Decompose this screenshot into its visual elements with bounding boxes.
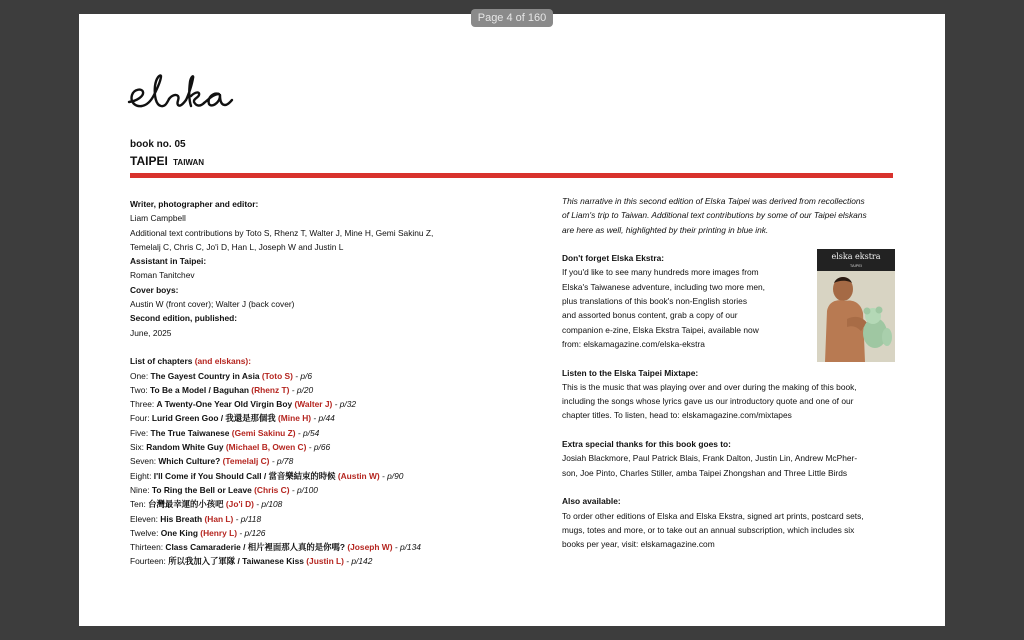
thanks-line: Josiah Blackmore, Paul Patrick Blais, Frank Dalton, Justin Lin, Andrew McPher- bbox=[562, 453, 858, 464]
ekstra-heading: Don't forget Elska Ekstra: bbox=[562, 253, 665, 264]
cover-title: elska ekstra bbox=[831, 252, 881, 261]
chapter-page: - p/54 bbox=[297, 427, 320, 438]
chapter-number: Eight: bbox=[130, 470, 152, 481]
chapter-page: - p/90 bbox=[382, 470, 404, 481]
elska-logo bbox=[125, 74, 285, 114]
chapter-item bbox=[130, 426, 510, 440]
chapter-item bbox=[130, 469, 510, 483]
chapter-number: Nine: bbox=[130, 484, 150, 495]
chapter-title: 台灣最幸運的小孩吧 bbox=[148, 499, 224, 510]
chapter-item bbox=[130, 440, 510, 454]
city-name: TAIPEI bbox=[130, 154, 168, 168]
available-line: mugs, totes and more, or to take out an annual subscription, which includes six bbox=[562, 524, 855, 535]
header-divider bbox=[130, 173, 893, 178]
chapter-page: - p/66 bbox=[308, 442, 331, 453]
chapter-number: Thirteen: bbox=[130, 542, 164, 553]
chapter-page: - p/78 bbox=[271, 456, 294, 467]
mixtape-heading: Listen to the Elska Taipei Mixtape: bbox=[562, 367, 699, 378]
writer-name: Liam Campbell bbox=[130, 213, 186, 224]
chapter-number: Six: bbox=[130, 442, 144, 453]
chapter-title: A Twenty-One Year Old Virgin Boy bbox=[156, 399, 293, 410]
additional-text-2: Temelalj C, Chris C, Jo'i D, Han L, Joseph W and Justin L bbox=[130, 241, 344, 252]
chapter-page: - p/134 bbox=[394, 542, 421, 553]
chapter-title: The Gayest Country in Asia bbox=[150, 370, 260, 381]
chapter-item bbox=[130, 512, 510, 526]
credits-column bbox=[130, 197, 510, 569]
chapter-item bbox=[130, 497, 510, 511]
chapter-elskan: (Toto S) bbox=[261, 370, 293, 381]
ekstra-line: Elska's Taiwanese adventure, including two more men, bbox=[562, 281, 766, 292]
assistant-name: Roman Tanitchev bbox=[130, 270, 195, 281]
ekstra-line: plus translations of this book's non-English stories bbox=[562, 296, 748, 307]
info-column bbox=[562, 194, 892, 551]
chapter-page: - p/142 bbox=[346, 556, 373, 567]
chapter-number: Seven: bbox=[130, 456, 157, 467]
chapter-elskan: (Joseph W) bbox=[347, 542, 393, 553]
chapter-number: Twelve: bbox=[130, 527, 159, 538]
ekstra-line: If you'd like to see many hundreds more images from bbox=[562, 267, 759, 278]
chapter-elskan: (Rhenz T) bbox=[251, 384, 290, 395]
intro-line: of Liam's trip to Taiwan. Additional text contributions by some of our Taipei elskans bbox=[562, 210, 867, 221]
intro-paragraph bbox=[562, 194, 892, 237]
chapter-page: - p/118 bbox=[235, 513, 262, 524]
chapter-title: I'll Come if You Should Call / 當音樂結束的時候 bbox=[153, 470, 336, 481]
available-heading: Also available: bbox=[562, 496, 621, 507]
chapter-number: Three: bbox=[130, 399, 155, 410]
country-name: TAIWAN bbox=[173, 158, 205, 167]
chapter-elskan: (Han L) bbox=[204, 513, 234, 524]
book-city bbox=[130, 154, 204, 168]
edition-label: Second edition, published: bbox=[130, 313, 238, 324]
cover-label: Cover boys: bbox=[130, 284, 179, 295]
book-number: book no. 05 bbox=[130, 139, 186, 150]
chapter-title: The True Taiwanese bbox=[150, 427, 230, 438]
ekstra-line: and assorted bonus content, grab a copy of our bbox=[562, 310, 738, 321]
intro-line: are here as well, highlighted by their printing in blue ink. bbox=[562, 224, 769, 235]
chapter-item bbox=[130, 369, 510, 383]
ekstra-line: companion e-zine, Elska Ekstra Taipei, available now bbox=[562, 324, 759, 335]
chapter-elskan: (Mine H) bbox=[278, 413, 312, 424]
chapter-number: Ten: bbox=[130, 499, 146, 510]
chapter-elskan: (Gemi Sakinu Z) bbox=[231, 427, 296, 438]
thanks-line: son, Joe Pinto, Charles Stiller, amba Taipei Zhongshan and Three Little Birds bbox=[562, 467, 848, 478]
chapter-number: Eleven: bbox=[130, 513, 158, 524]
ekstra-cover-image bbox=[817, 249, 895, 362]
mixtape-line: This is the music that was playing over and over during the making of this book, bbox=[562, 381, 857, 392]
page-indicator: Page 4 of 160 bbox=[471, 9, 553, 27]
document-page bbox=[79, 14, 945, 626]
chapter-item bbox=[130, 483, 510, 497]
chapter-title: 所以我加入了軍隊 / Taiwanese Kiss bbox=[168, 556, 304, 567]
chapter-number: Four: bbox=[130, 413, 150, 424]
chapter-number: Fourteen: bbox=[130, 556, 166, 567]
chapter-item bbox=[130, 554, 510, 568]
cover-photo bbox=[817, 271, 895, 362]
writer-label: Writer, photographer and editor: bbox=[130, 199, 259, 209]
chapter-elskan: (Austin W) bbox=[337, 470, 380, 481]
chapter-title: One King bbox=[160, 527, 198, 538]
chapter-elskan: (Henry L) bbox=[200, 527, 238, 538]
chapter-title: Random White Guy bbox=[146, 442, 224, 453]
available-line: To order other editions of Elska and Elska Ekstra, signed art prints, postcard sets, bbox=[562, 510, 864, 521]
chapter-elskan: (Michael B, Owen C) bbox=[225, 442, 307, 453]
chapters-heading-red: (and elskans): bbox=[194, 356, 252, 367]
chapter-title: Class Camaraderie / 相片裡面那人真的是你嗎? bbox=[165, 542, 346, 553]
chapter-page: - p/6 bbox=[295, 370, 312, 381]
chapter-elskan: (Justin L) bbox=[306, 556, 344, 567]
chapter-elskan: (Walter J) bbox=[294, 399, 333, 410]
chapter-page: - p/32 bbox=[334, 399, 357, 410]
chapter-elskan: (Temelalj C) bbox=[222, 456, 270, 467]
chapters-heading bbox=[130, 354, 510, 368]
chapter-elskan: (Jo'i D) bbox=[225, 499, 254, 510]
ekstra-line: from: elskamagazine.com/elska-ekstra bbox=[562, 338, 705, 349]
chapter-elskan: (Chris C) bbox=[254, 484, 290, 495]
assistant-label: Assistant in Taipei: bbox=[130, 256, 207, 267]
chapter-title: To Ring the Bell or Leave bbox=[151, 484, 252, 495]
chapter-number: Five: bbox=[130, 427, 149, 438]
cover-subtitle: TAIPEI bbox=[849, 263, 863, 268]
chapter-item bbox=[130, 397, 510, 411]
chapter-page: - p/20 bbox=[291, 384, 314, 395]
chapter-page: - p/100 bbox=[291, 484, 318, 495]
available-line: books per year, visit: elskamagazine.com bbox=[562, 539, 715, 550]
chapter-page: - p/108 bbox=[256, 499, 283, 510]
edition-date: June, 2025 bbox=[130, 327, 172, 338]
chapter-title: His Breath bbox=[160, 513, 203, 524]
chapter-title: To Be a Model / Baguhan bbox=[150, 384, 249, 395]
chapter-title: Lurid Green Goo / 我還是那個我 bbox=[151, 413, 276, 424]
chapter-item bbox=[130, 454, 510, 468]
chapter-item bbox=[130, 526, 510, 540]
chapter-number: Two: bbox=[130, 384, 148, 395]
mixtape-line: including the songs whose lyrics gave us our introductory quote and one of our bbox=[562, 396, 854, 407]
additional-text-1: Additional text contributions by Toto S, Rhenz T, Walter J, Mine H, Gemi Sakinu Z, bbox=[130, 227, 434, 238]
chapter-item bbox=[130, 411, 510, 425]
chapter-page: - p/44 bbox=[313, 413, 335, 424]
mixtape-line: chapter titles. To listen, head to: elskamagazine.com/mixtapes bbox=[562, 410, 792, 421]
cover-names: Austin W (front cover); Walter J (back cover) bbox=[130, 299, 295, 310]
chapter-page: - p/126 bbox=[239, 527, 266, 538]
chapter-list bbox=[130, 369, 510, 569]
chapter-item bbox=[130, 540, 510, 554]
thanks-heading: Extra special thanks for this book goes to: bbox=[562, 439, 731, 450]
intro-line: This narrative in this second edition of Elska Taipei was derived from recollections bbox=[562, 196, 865, 206]
chapters-heading-text: List of chapters bbox=[130, 356, 193, 367]
chapter-number: One: bbox=[130, 370, 149, 381]
chapter-item bbox=[130, 383, 510, 397]
chapter-title: Which Culture? bbox=[158, 456, 221, 467]
